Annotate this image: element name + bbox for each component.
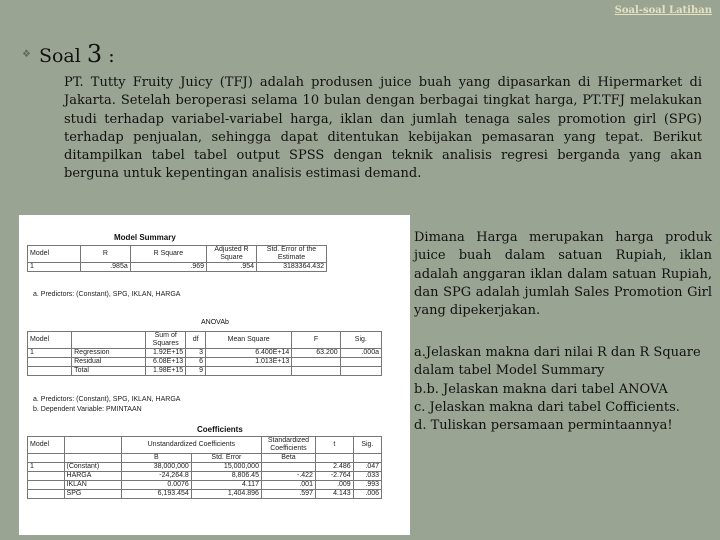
coef-cell bbox=[28, 490, 65, 499]
coef-cell bbox=[261, 463, 315, 472]
bullet-icon: ❖ bbox=[22, 48, 31, 60]
ms-note: a. Predictors: (Constant), SPG, IKLAN, HARGA bbox=[33, 291, 181, 298]
coef-cell: .993 bbox=[353, 481, 381, 490]
intro-paragraph: PT. Tutty Fruity Juicy (TFJ) adalah produsen juice buah yang dipasarkan di Hipermarket di Jakarta. Setelah beroperasi selama 10 bulan dengan berbagai tingkat harga, PT.TFJ melakukan studi terhadap variabel-variabel harga, iklan dan jumlah tenaga sales promotion girl (SPG) terhadap penjualan, sehingga dapat ditentukan kebijakan pemasaran yang tepat. Berikut ditampilkan tabel tabel output SPSS dengan teknik analisis regresi berganda yang akan berguna untuk kepentingan analisis estimasi demand. bbox=[64, 75, 702, 182]
anova-cell bbox=[340, 358, 381, 367]
coef-cell bbox=[28, 472, 65, 481]
coef-header: t bbox=[315, 437, 353, 454]
coef-cell: .001 bbox=[261, 481, 315, 490]
coef-cell: .033 bbox=[353, 472, 381, 481]
anova-header: F bbox=[292, 332, 340, 349]
anova-header: Sig. bbox=[340, 332, 381, 349]
coef-subheader: Std. Error bbox=[191, 454, 261, 463]
coef-header: Model bbox=[28, 437, 65, 454]
coefficients-title: Coefficients bbox=[197, 425, 243, 434]
coef-header: Unstandardized Coefficients bbox=[121, 437, 261, 454]
coef-header bbox=[64, 437, 121, 454]
anova-cell: 63.200 bbox=[292, 349, 340, 358]
coef-cell: 1,404.896 bbox=[191, 490, 261, 499]
header-link[interactable]: Soal-soal Latihan bbox=[614, 5, 712, 16]
coef-subheader: B bbox=[121, 454, 191, 463]
coef-cell: 4.143 bbox=[315, 490, 353, 499]
slide-title bbox=[22, 40, 115, 68]
ms-header-model: Model bbox=[28, 246, 81, 263]
question-b: b.b. Jelaskan makna dari tabel ANOVA bbox=[414, 381, 668, 397]
title-number: 3 bbox=[86, 40, 103, 68]
anova-cell: 1.98E+15 bbox=[146, 367, 186, 376]
coef-cell: (Constant) bbox=[64, 463, 121, 472]
ms-header-adj: Adjusted R Square bbox=[207, 246, 257, 263]
question-d: d. Tuliskan persamaan permintaannya! bbox=[414, 418, 673, 434]
coef-cell: 8,806.45 bbox=[191, 472, 261, 481]
coef-cell: 6,193.454 bbox=[121, 490, 191, 499]
model-summary-title: Model Summary bbox=[114, 233, 176, 242]
coef-cell: 15,000,000 bbox=[191, 463, 261, 472]
coef-cell: .006 bbox=[353, 490, 381, 499]
coef-cell: 2.486 bbox=[315, 463, 353, 472]
anova-note-b: b. Dependent Variable: PMINTAAN bbox=[33, 406, 142, 413]
coef-cell: .597 bbox=[261, 490, 315, 499]
coef-cell: 38,000,000 bbox=[121, 463, 191, 472]
coef-cell: 4.117 bbox=[191, 481, 261, 490]
anova-cell: 1.013E+13 bbox=[206, 358, 292, 367]
coef-cell: -24,264.8 bbox=[121, 472, 191, 481]
anova-cell: 1 bbox=[28, 349, 72, 358]
anova-header: Sum of Squares bbox=[146, 332, 186, 349]
coef-cell: -.422 bbox=[261, 472, 315, 481]
anova-cell bbox=[28, 358, 72, 367]
anova-note-a: a. Predictors: (Constant), SPG, IKLAN, HARGA bbox=[33, 396, 181, 403]
coef-cell: .047 bbox=[353, 463, 381, 472]
anova-cell: Total bbox=[72, 367, 146, 376]
model-summary-table bbox=[27, 245, 327, 272]
anova-cell bbox=[340, 367, 381, 376]
anova-cell: Residual bbox=[72, 358, 146, 367]
anova-header: Model bbox=[28, 332, 72, 349]
coef-cell bbox=[28, 481, 65, 490]
coef-cell: SPG bbox=[64, 490, 121, 499]
ms-cell: .985a bbox=[81, 263, 131, 272]
ms-header-r: R bbox=[81, 246, 131, 263]
anova-cell: 9 bbox=[186, 367, 206, 376]
question-c: c. Jelaskan makna dari tabel Cofficients. bbox=[414, 399, 680, 415]
anova-cell: 6.08E+13 bbox=[146, 358, 186, 367]
ms-header-rsq: R Square bbox=[130, 246, 206, 263]
question-a: a.Jelaskan makna dari nilai R dan R Square dalam tabel Model Summary bbox=[414, 345, 701, 379]
anova-header: Mean Square bbox=[206, 332, 292, 349]
ms-cell: 1 bbox=[28, 263, 81, 272]
ms-cell: .969 bbox=[130, 263, 206, 272]
anova-header: df bbox=[186, 332, 206, 349]
question-list bbox=[414, 344, 712, 435]
anova-cell: 6.400E+14 bbox=[206, 349, 292, 358]
coefficients-table bbox=[27, 436, 382, 499]
coef-header: Sig. bbox=[353, 437, 381, 454]
anova-cell: 1.92E+15 bbox=[146, 349, 186, 358]
coef-cell: -2.764 bbox=[315, 472, 353, 481]
coef-subheader: Beta bbox=[261, 454, 315, 463]
coef-header: Standardized Coefficients bbox=[261, 437, 315, 454]
spss-output-image bbox=[19, 215, 410, 535]
title-text: Soal 3 : bbox=[38, 40, 115, 68]
description-paragraph: Dimana Harga merupakan harga produk juice buah dalam satuan Rupiah, iklan adalah anggaran iklan dalam satuan Rupiah, dan SPG adalah jumlah Sales Promotion Girl yang dipekerjakan. bbox=[414, 230, 712, 319]
anova-cell: 6 bbox=[186, 358, 206, 367]
coef-cell: 0.0076 bbox=[121, 481, 191, 490]
anova-cell: .000a bbox=[340, 349, 381, 358]
anova-cell: Regression bbox=[72, 349, 146, 358]
anova-cell: 3 bbox=[186, 349, 206, 358]
coef-cell: .009 bbox=[315, 481, 353, 490]
coef-cell: HARGA bbox=[64, 472, 121, 481]
anova-title: ANOVAb bbox=[201, 319, 229, 326]
anova-table bbox=[27, 331, 382, 376]
coef-cell: 1 bbox=[28, 463, 65, 472]
ms-cell: 3183364.432 bbox=[257, 263, 327, 272]
ms-header-se: Std. Error of the Estimate bbox=[257, 246, 327, 263]
ms-cell: .954 bbox=[207, 263, 257, 272]
anova-cell bbox=[28, 367, 72, 376]
anova-cell bbox=[292, 367, 340, 376]
coef-cell: IKLAN bbox=[64, 481, 121, 490]
anova-cell bbox=[206, 367, 292, 376]
anova-header bbox=[72, 332, 146, 349]
anova-cell bbox=[292, 358, 340, 367]
